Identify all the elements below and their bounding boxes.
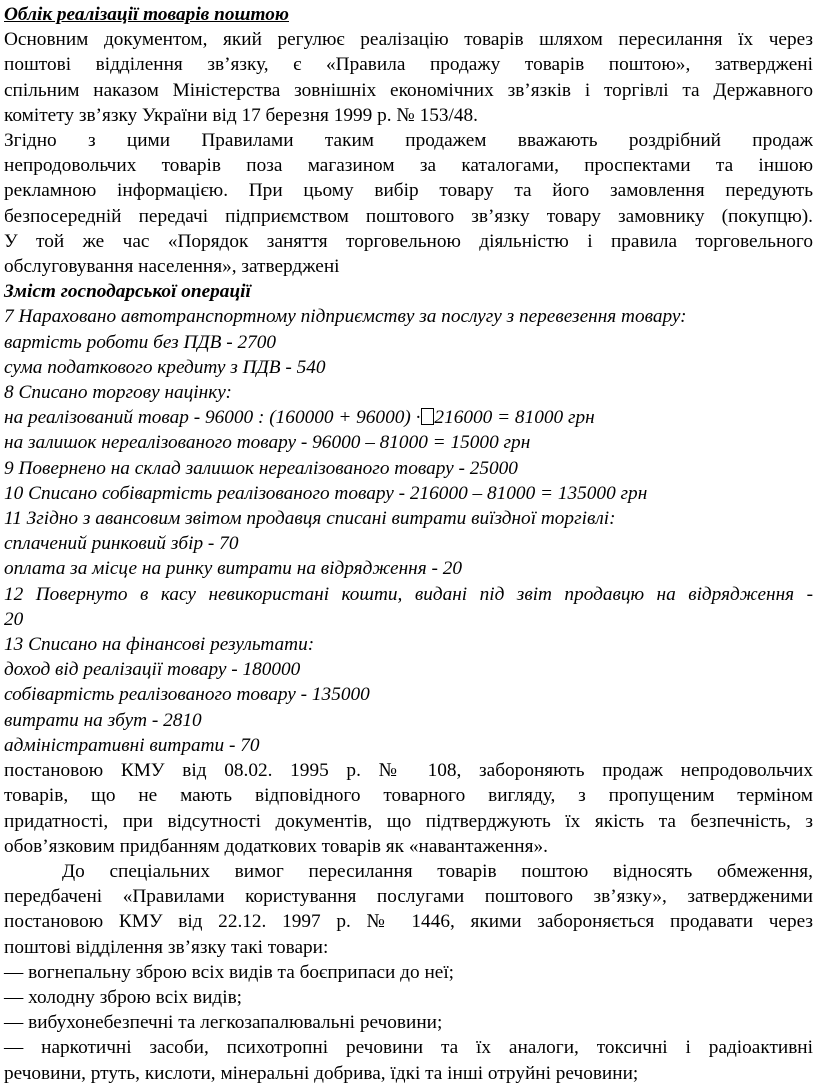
para1-line-2: поштові відділення зв’язку, є «Правила продажу товарів поштою», затверджені <box>4 54 813 76</box>
para4-line-3: постановою КМУ від 22.12. 1997 р. № 1446, якими забороняється продавати через <box>4 911 813 933</box>
missing-glyph-icon <box>421 408 434 425</box>
op-line: 8 Списано торгову націнку: <box>4 382 232 404</box>
op-line: 13 Списано на фінансові результати: <box>4 634 315 656</box>
list-item: — вибухонебезпечні та легкозапалювальні речовини; <box>4 1012 443 1034</box>
para2-line-5: У той же час «Порядок заняття торговельною діяльністю і правила торговельного <box>4 230 813 252</box>
list-item: — холодну зброю всіх видів; <box>4 986 243 1008</box>
list-item: — наркотичні засоби, психотропні речовини та їх аналоги, токсичні і радіоактивні <box>4 1037 813 1059</box>
para1-line-4: комітету зв’язку України від 17 березня 1999 р. № 153/48. <box>4 104 478 126</box>
op-line: вартість роботи без ПДВ - 2700 <box>4 331 277 353</box>
op-line: 12 Повернуто в касу невикористані кошти, видані під звіт продавцю на відрядження - <box>4 583 813 605</box>
ops-heading: Зміст господарської операції <box>4 281 251 303</box>
para1-line-1: Основним документом, який регулює реалізацію товарів шляхом пересилання їх через <box>4 29 813 51</box>
op-line: на залишок нереалізованого товару - 96000 – 81000 = 15000 грн <box>4 432 531 454</box>
list-item: — вогнепальну зброю всіх видів та боєприпаси до неї; <box>4 961 455 983</box>
op-line: 11 Згідно з авансовим звітом продавця списані витрати виїздної торгівлі: <box>4 508 616 530</box>
op-line: 7 Нараховано автотранспортному підприємству за послугу з перевезення товару: <box>4 306 687 328</box>
op-line: оплата за місце на ринку витрати на відрядження - 20 <box>4 558 463 580</box>
op-line: сплачений ринковий збір - 70 <box>4 533 239 555</box>
para2-line-3: рекламною інформацією. При цьому вибір товару та його замовлення передують <box>4 180 813 202</box>
para4-line-1: До спеціальних вимог пересилання товарів поштою відносять обмеження, <box>62 860 813 882</box>
op-line-tail: 216000 = 81000 грн <box>434 407 595 429</box>
para3-line-3: придатності, при відсутності документів, що підтверджують їх якість та безпечність, з <box>4 810 813 832</box>
para2-line-2: непродовольчих товарів поза магазином за каталогами, проспектами та іншою <box>4 155 813 177</box>
para1-line-3: спільним наказом Міністерства зовнішніх економічних зв’язків і торгівлі та Державного <box>4 79 813 101</box>
op-line: 10 Списано собівартість реалізованого товару - 216000 – 81000 = 135000 грн <box>4 482 648 504</box>
para4-line-4: поштові відділення зв’язку такі товари: <box>4 936 329 958</box>
op-line-text: на реалізований товар - 96000 : (160000 + 96000) · <box>4 407 421 429</box>
para3-line-4: обов’язковим придбанням додаткових товарів як «навантаження». <box>4 835 548 857</box>
para3-line-1: постановою КМУ від 08.02. 1995 р. № 108, забороняють продаж непродовольчих <box>4 760 813 782</box>
op-line <box>4 405 813 430</box>
op-line: витрати на збут - 2810 <box>4 709 202 731</box>
op-line: 20 <box>4 608 24 630</box>
para2-line-4: безпосередній передачі підприємством поштового зв’язку товару замовнику (покупцю). <box>4 205 813 227</box>
para2-line-1: Згідно з цими Правилами таким продажем вважають роздрібний продаж <box>4 130 813 152</box>
op-line: сума податкового кредиту з ПДВ - 540 <box>4 356 326 378</box>
op-line: 9 Повернено на склад залишок нереалізованого товару - 25000 <box>4 457 518 479</box>
op-line: собівартість реалізованого товару - 135000 <box>4 684 370 706</box>
para4-line-2: передбачені «Правилами користування послугами поштового зв’язку», затвердженими <box>4 886 813 908</box>
para3-line-2: товарів, що не мають відповідного товарного вигляду, з пропущеним терміном <box>4 785 813 807</box>
document-title: Облік реалізації товарів поштою <box>4 4 289 25</box>
op-line: адміністративні витрати - 70 <box>4 734 260 756</box>
op-line: доход від реалізації товару - 180000 <box>4 659 301 681</box>
list-item-continuation: речовини, ртуть, кислоти, мінеральні добрива, їдкі та інші отруйні речовини; <box>4 1062 639 1084</box>
para2-line-6: обслуговування населення», затверджені <box>4 256 340 278</box>
